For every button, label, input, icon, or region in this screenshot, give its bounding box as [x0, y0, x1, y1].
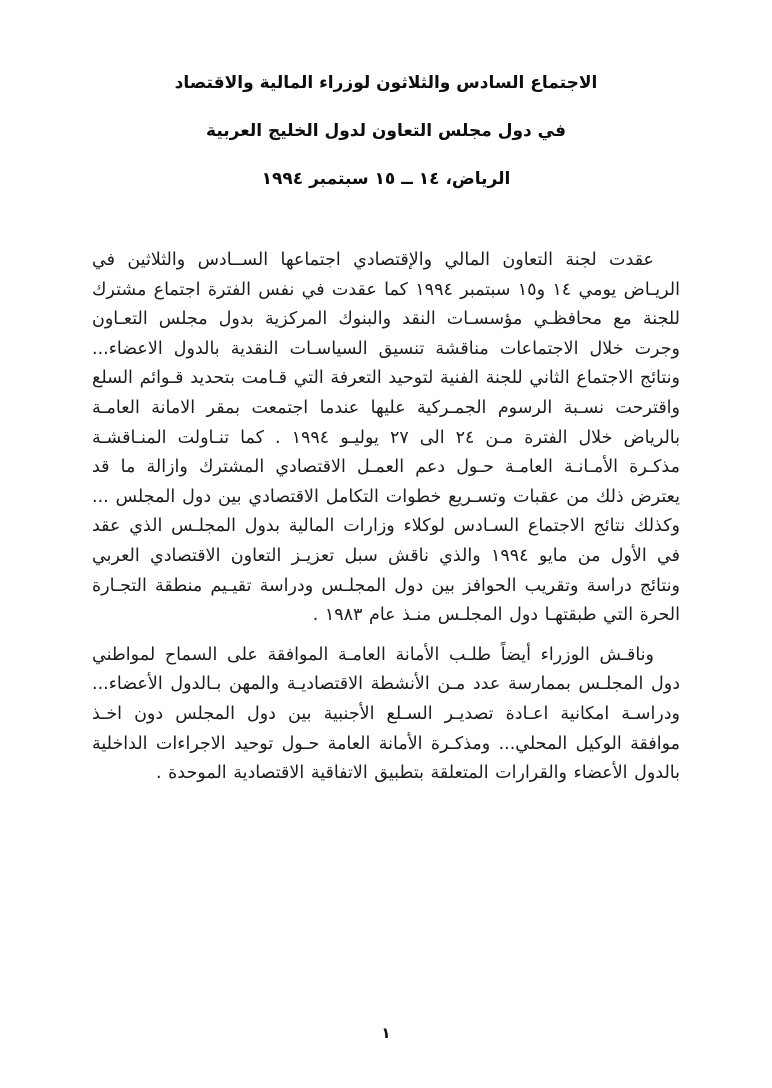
page-footer: [0, 1023, 772, 1042]
document-title-block: [92, 72, 680, 216]
paragraph-1: عقدت لجنة التعاون المالي والإقتصادي اجتماعها الســادس والثلاثين في الريـاض يومي ١٤ و١٥ سبتمبر ١٩٩٤ كما عقدت في نفس الفترة اجتماع مشترك للجنة مع محافظـي مؤسسـات النقد والبنوك المركزية بدول مجلس التعـاون وجرت خلال الاجتماعات مناقشة تنسيق السياسـات النقدية بالدول الاعضاء... ونتائج الاجتماع الثاني للجنة الفنية لتوحيد التعرفة التي قـامت بتحديد قـوائم السلع واقترحت نسـبة الرسوم الجمـركية عليها عندما اجتمعت بمقر الامانة العامـة بالرياض خلال الفترة مـن ٢٤ الى ٢٧ يوليـو ١٩٩٤ . كما تنـاولت المنـاقشـة مذكـرة الأمـانـة العامـة حـول دعم العمـل الاقتصادي المشترك وازالة ما قد يعترض ذلك من عقبات وتسـريع خطوات التكامل الاقتصادي بين دول المجلس ... وكذلك نتائج الاجتماع السـادس لوكلاء وزارات المالية بدول المجلـس الذي عقد في الأول من مايو ١٩٩٤ والذي ناقش سبل تعزيـز التعاون الاقتصادي العربي ونتائج دراسة وتقريب الحوافز بين دول المجلـس ودراسة تقيـيم منطقة التجـارة الحرة التي طبقتهـا دول المجلـس منـذ عام ١٩٨٣ .: [92, 250, 681, 626]
document-title-line-1: الاجتماع السادس والثلاثون لوزراء المالية والاقتصاد: [174, 73, 598, 93]
document-body: [92, 246, 680, 789]
document-title-line-2: في دول مجلس التعاون لدول الخليج العربية: [206, 121, 566, 141]
document-title-line-3: الرياض، ١٤ ــ ١٥ سبتمبر ١٩٩٤: [261, 169, 511, 189]
page-number: ١: [381, 1024, 391, 1042]
paragraph-2: وناقـش الوزراء أيضاً طلـب الأمانة العامـة الموافقة على السماح لمواطني دول المجلـس بممارسة عدد مـن الأنشطة الاقتصاديـة والمهن بـالدول الأعضاء... ودراسـة امكانية اعـادة تصديـر السـلع الأجنبية بين دول المجلس دون اخـذ موافقة الوكيل المحلي... ومذكـرة الأمانة العامة حـول توحيد الاجراءات الداخلية بالدول الأعضاء والقرارات المتعلقة بتطبيق الاتفاقية الاقتصادية الموحدة .: [92, 644, 680, 784]
